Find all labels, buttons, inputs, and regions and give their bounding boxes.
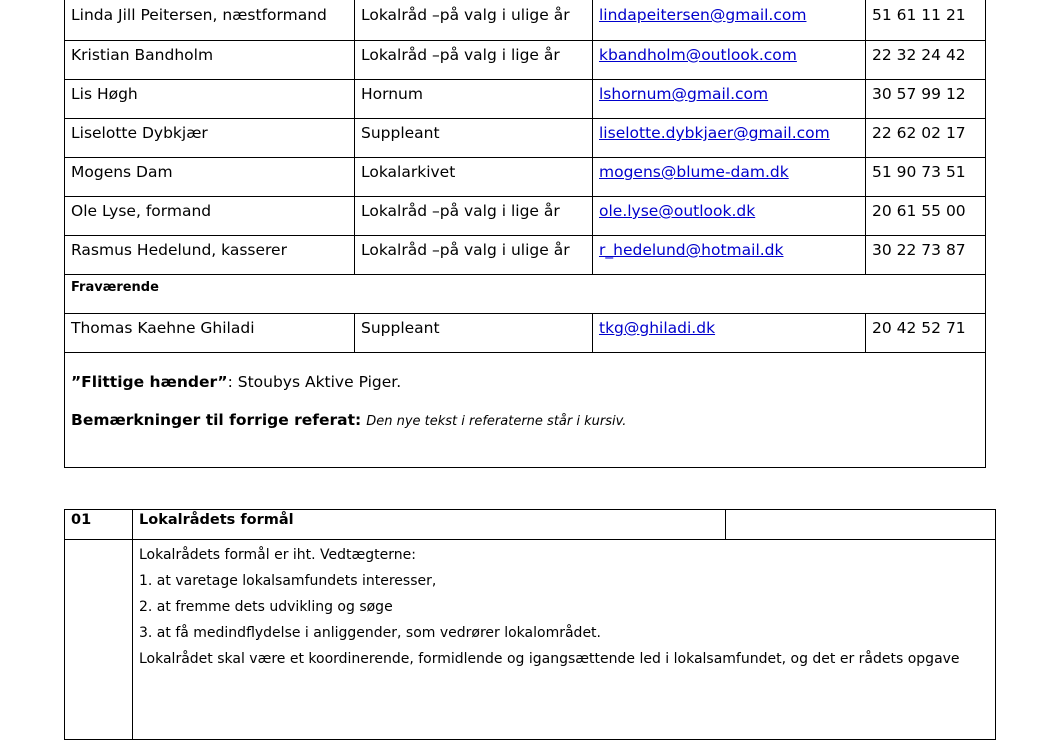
table-row bbox=[65, 158, 986, 197]
table-row bbox=[65, 119, 986, 158]
member-phone: 20 42 52 71 bbox=[866, 314, 986, 353]
member-email-link[interactable]: r_hedelund@hotmail.dk bbox=[599, 241, 784, 259]
member-role: Lokalråd –på valg i lige år bbox=[355, 197, 593, 236]
notes-cell bbox=[65, 353, 986, 468]
section-header-row bbox=[65, 510, 996, 540]
busy-hands-line bbox=[71, 372, 979, 392]
member-role: Lokalråd –på valg i ulige år bbox=[355, 236, 593, 275]
member-email-link[interactable]: liselotte.dybkjaer@gmail.com bbox=[599, 124, 830, 142]
table-row bbox=[65, 41, 986, 80]
member-email-link[interactable]: tkg@ghiladi.dk bbox=[599, 319, 716, 337]
member-name: Lis Høgh bbox=[65, 80, 355, 119]
member-name: Thomas Kaehne Ghiladi bbox=[65, 314, 355, 353]
remarks-label: Bemærkninger til forrige referat: bbox=[71, 411, 362, 429]
section-line: 2. at fremme dets udvikling og søge bbox=[139, 599, 393, 615]
table-row bbox=[65, 236, 986, 275]
remarks-line bbox=[71, 410, 979, 432]
remarks-value: Den nye tekst i referaterne står i kursiv. bbox=[366, 414, 627, 429]
member-role: Lokalarkivet bbox=[355, 158, 593, 197]
member-name: Linda Jill Peitersen, næstformand bbox=[65, 0, 355, 41]
member-name: Liselotte Dybkjær bbox=[65, 119, 355, 158]
member-role: Lokalråd –på valg i lige år bbox=[355, 41, 593, 80]
member-phone: 20 61 55 00 bbox=[866, 197, 986, 236]
section-line: Lokalrådets formål er iht. Vedtægterne: bbox=[139, 547, 416, 563]
member-email-link[interactable]: lindapeitersen@gmail.com bbox=[599, 6, 807, 24]
member-role: Hornum bbox=[355, 80, 593, 119]
notes-row bbox=[65, 353, 986, 468]
member-email-link[interactable]: ole.lyse@outlook.dk bbox=[599, 202, 756, 220]
section-title: Lokalrådets formål bbox=[133, 510, 726, 540]
table-row bbox=[65, 80, 986, 119]
table-row bbox=[65, 0, 986, 41]
member-phone: 30 57 99 12 bbox=[866, 80, 986, 119]
member-name: Ole Lyse, formand bbox=[65, 197, 355, 236]
absent-heading: Fraværende bbox=[65, 275, 986, 314]
section-line: 3. at få medindflydelse i anliggender, som vedrører lokalområdet. bbox=[139, 625, 601, 641]
member-role: Lokalråd –på valg i ulige år bbox=[355, 0, 593, 41]
member-name: Mogens Dam bbox=[65, 158, 355, 197]
section-number-spacer bbox=[65, 540, 133, 740]
member-email-link[interactable]: lshornum@gmail.com bbox=[599, 85, 769, 103]
member-phone: 51 61 11 21 bbox=[866, 0, 986, 41]
section-number: 01 bbox=[65, 510, 133, 540]
table-row bbox=[65, 197, 986, 236]
member-phone: 22 32 24 42 bbox=[866, 41, 986, 80]
section-empty-cell bbox=[726, 510, 996, 540]
member-email-link[interactable]: kbandholm@outlook.com bbox=[599, 46, 797, 64]
member-phone: 30 22 73 87 bbox=[866, 236, 986, 275]
members-table-body bbox=[65, 0, 986, 468]
member-email-link[interactable]: mogens@blume-dam.dk bbox=[599, 163, 789, 181]
member-phone: 22 62 02 17 bbox=[866, 119, 986, 158]
member-phone: 51 90 73 51 bbox=[866, 158, 986, 197]
section-body-row bbox=[65, 540, 996, 740]
member-role: Suppleant bbox=[355, 119, 593, 158]
purpose-table bbox=[64, 509, 996, 740]
table-row bbox=[65, 314, 986, 353]
member-name: Rasmus Hedelund, kasserer bbox=[65, 236, 355, 275]
absent-heading-row bbox=[65, 275, 986, 314]
member-name: Kristian Bandholm bbox=[65, 41, 355, 80]
members-table bbox=[64, 0, 986, 468]
busy-hands-value: : Stoubys Aktive Piger. bbox=[227, 373, 402, 391]
section-body bbox=[133, 540, 996, 740]
section-line: 1. at varetage lokalsamfundets interesser, bbox=[139, 573, 437, 589]
section-line: Lokalrådet skal være et koordinerende, formidlende og igangsættende led i lokalsamfundet, og det er rådets opgave bbox=[139, 651, 960, 667]
member-role: Suppleant bbox=[355, 314, 593, 353]
busy-hands-label: ”Flittige hænder” bbox=[71, 373, 228, 391]
